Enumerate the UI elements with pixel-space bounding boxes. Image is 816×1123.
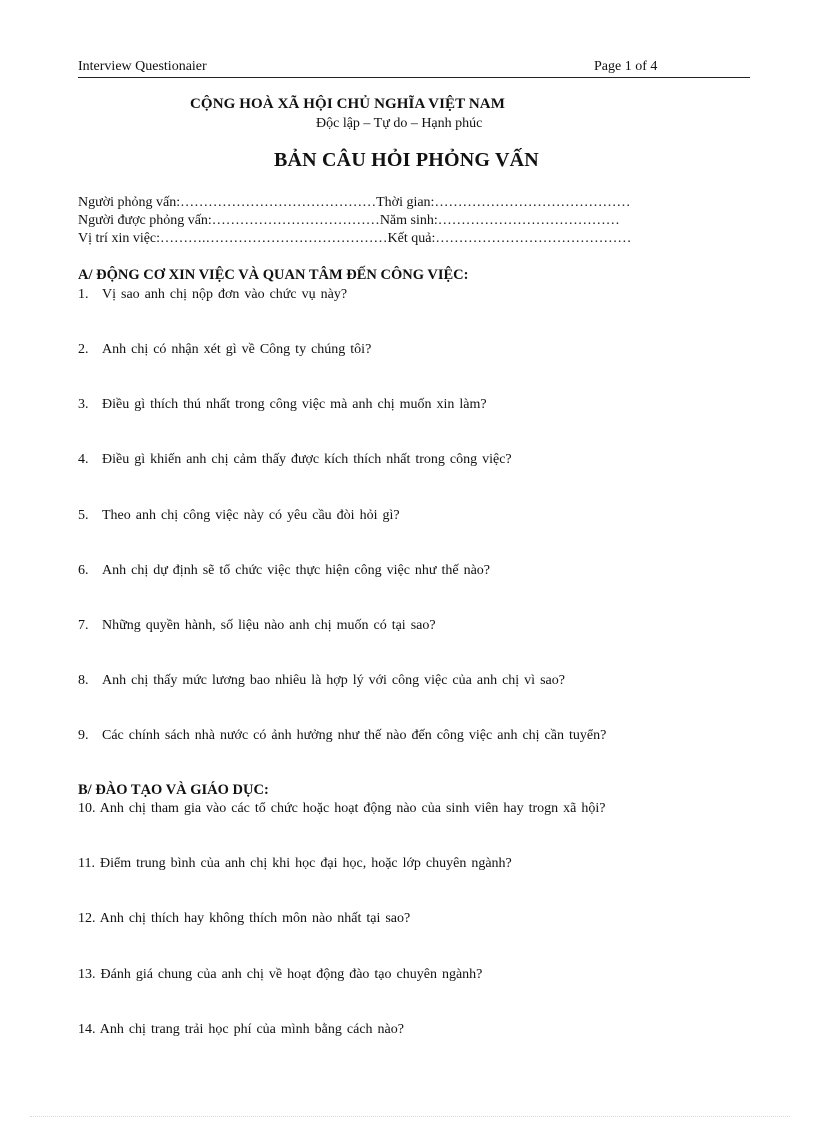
question-text: Vị sao anh chị nộp đơn vào chức vụ này? <box>102 287 348 302</box>
question-number: 6. <box>78 563 89 578</box>
question-text: Theo anh chị công việc này có yêu cầu đòi hỏi gì? <box>102 508 400 523</box>
question-item <box>78 728 606 744</box>
section-heading-b: B/ ĐÀO TẠO VÀ GIÁO DỤC: <box>78 782 269 798</box>
question-item <box>78 911 410 927</box>
question-number: 3. <box>78 397 89 412</box>
question-item <box>78 673 565 689</box>
question-text: Điều gì khiến anh chị cảm thấy được kích thích nhất trong công việc? <box>102 452 512 467</box>
time-field: Thời gian:…………………………………… <box>376 195 631 210</box>
question-number: 1. <box>78 287 89 302</box>
question-item <box>78 856 512 872</box>
position-field: Vị trí xin việc:……….………………………………… <box>78 231 388 246</box>
question-number: 5. <box>78 508 89 523</box>
question-number: 4. <box>78 452 89 467</box>
question-number: 10. <box>78 801 96 816</box>
question-text: Anh chị dự định sẽ tổ chức việc thực hiện công việc như thế nào? <box>102 563 491 578</box>
interviewee-field: Người được phỏng vấn:……………………………… <box>78 213 380 228</box>
question-number: 11. <box>78 856 95 871</box>
question-text: Các chính sách nhà nước có ảnh hưởng như thế nào đến công việc anh chị cần tuyển? <box>102 728 607 743</box>
question-item <box>78 618 436 634</box>
page-header <box>78 59 750 78</box>
question-number: 9. <box>78 728 89 743</box>
question-item <box>78 508 400 524</box>
question-number: 7. <box>78 618 89 633</box>
info-row-interviewee <box>78 213 620 229</box>
header-title: Interview Questionaier <box>78 59 207 74</box>
page-bottom-divider <box>30 1116 790 1117</box>
national-motto: Độc lập – Tự do – Hạnh phúc <box>316 116 483 131</box>
question-number: 14. <box>78 1022 96 1037</box>
section-heading-a: A/ ĐỘNG CƠ XIN VIỆC VÀ QUAN TÂM ĐẾN CÔNG VIỆC: <box>78 267 469 283</box>
question-item <box>78 563 490 579</box>
question-item <box>78 342 371 358</box>
question-text: Anh chị trang trải học phí của mình bằng cách nào? <box>99 1022 404 1037</box>
birth-year-field: Năm sinh:………………………………… <box>379 213 620 228</box>
question-item <box>78 452 512 468</box>
question-number: 13. <box>78 967 96 982</box>
question-text: Anh chị thấy mức lương bao nhiêu là hợp lý với công việc của anh chị vì sao? <box>102 673 565 688</box>
question-item <box>78 801 606 817</box>
question-number: 12. <box>78 911 96 926</box>
question-item <box>78 287 347 303</box>
interviewer-field: Người phỏng vấn:…………………………………… <box>78 195 377 210</box>
question-item <box>78 397 487 413</box>
question-text: Điểm trung bình của anh chị khi học đại học, hoặc lớp chuyên ngành? <box>99 856 512 871</box>
question-text: Anh chị có nhận xét gì về Công ty chúng tôi? <box>102 342 372 357</box>
info-row-position <box>78 231 631 247</box>
question-text: Anh chị tham gia vào các tổ chức hoặc hoạt động nào của sinh viên hay trogn xã hội? <box>99 801 606 816</box>
question-text: Đánh giá chung của anh chị về hoạt động đào tạo chuyên ngành? <box>100 967 483 982</box>
result-field: Kết quả:…………………………………… <box>387 231 632 246</box>
national-title: CỘNG HOÀ XÃ HỘI CHỦ NGHĨA VIỆT NAM <box>190 96 505 112</box>
question-text: Những quyền hành, số liệu nào anh chị muốn có tại sao? <box>102 618 436 633</box>
document-title: BẢN CÂU HỎI PHỎNG VẤN <box>274 149 539 171</box>
info-row-interviewer <box>78 195 630 211</box>
page-number: Page 1 of 4 <box>594 59 658 74</box>
question-item <box>78 967 482 983</box>
question-text: Anh chị thích hay không thích môn nào nhất tại sao? <box>99 911 411 926</box>
question-number: 8. <box>78 673 89 688</box>
question-text: Điều gì thích thú nhất trong công việc mà anh chị muốn xin làm? <box>102 397 487 412</box>
question-item <box>78 1022 404 1038</box>
question-number: 2. <box>78 342 89 357</box>
